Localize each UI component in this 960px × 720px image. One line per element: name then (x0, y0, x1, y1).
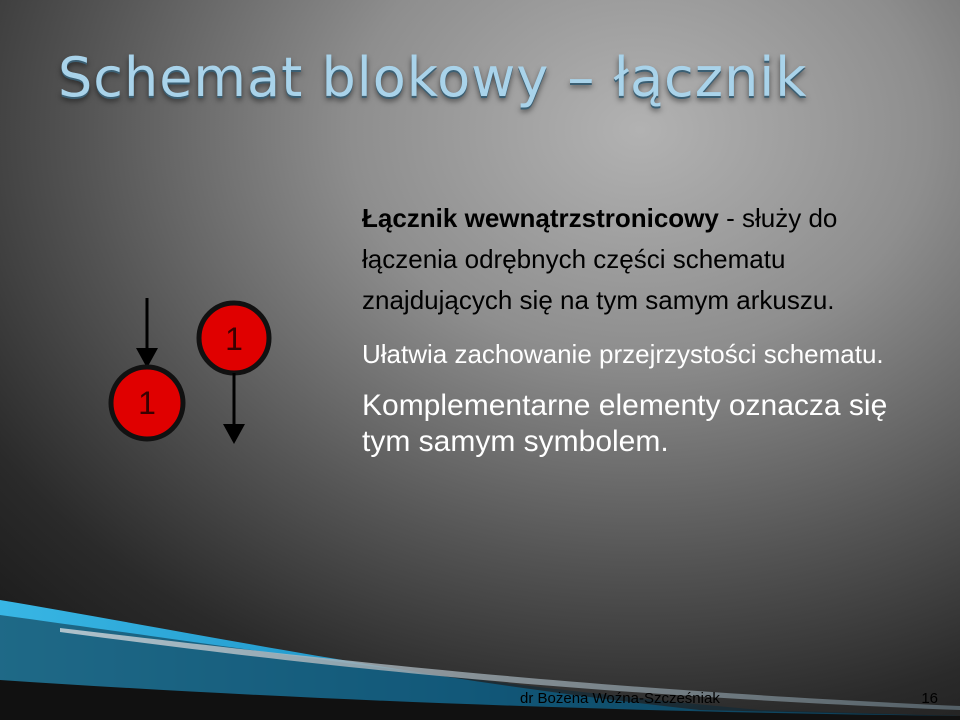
connector-label-in: 1 (138, 385, 156, 421)
connector-diagram (100, 290, 290, 460)
paragraph-complementary: Komplementarne elementy oznacza się tym samym symbolem. (362, 389, 888, 458)
decorative-wave (0, 560, 960, 720)
paragraph-definition (362, 198, 922, 321)
slide-title: Schemat blokowy – łącznik (58, 46, 808, 109)
page-number: 16 (921, 690, 938, 707)
term-bold: Łącznik wewnątrzstronicowy (362, 203, 719, 233)
footer-author: dr Bożena Woźna-Szcześniak (520, 690, 720, 707)
outgoing-arrowhead (223, 424, 245, 444)
connector-label-out: 1 (225, 321, 243, 357)
paragraph-clarity: Ułatwia zachowanie przejrzystości schematu. (362, 339, 884, 369)
slide-content (362, 198, 922, 460)
definition-text: - służy do łączenia odrębnych części schematu znajdujących się na tym samym arkuszu. (362, 203, 838, 315)
